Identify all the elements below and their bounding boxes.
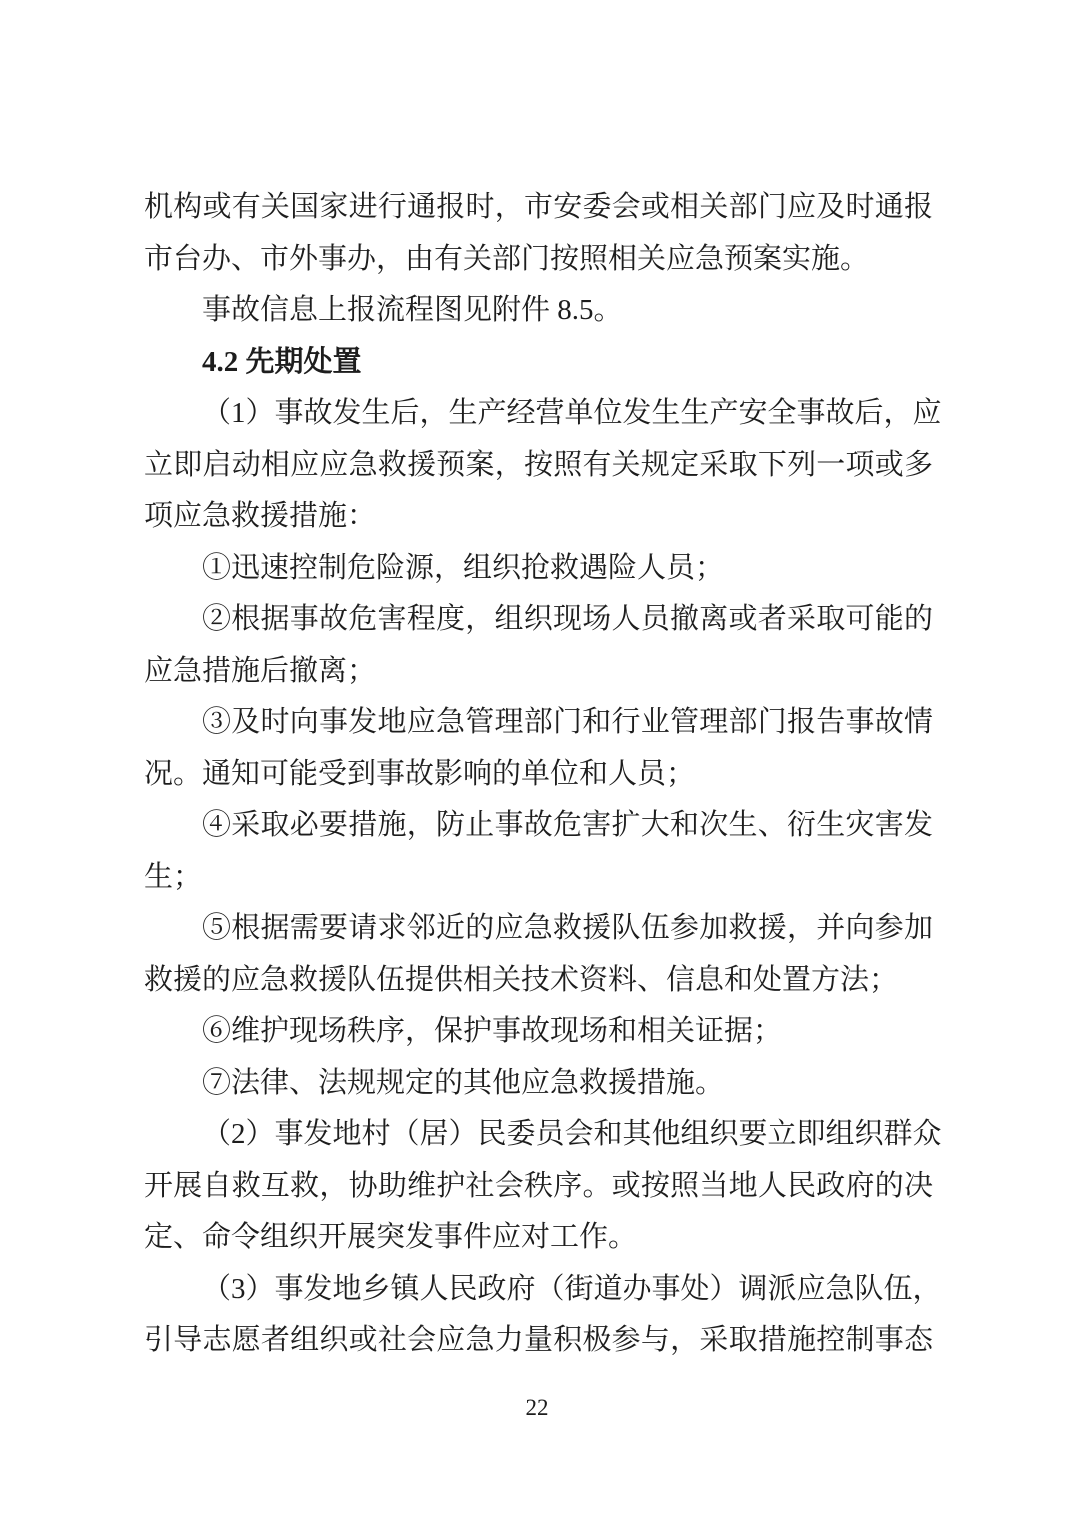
text-line: ⑥维护现场秩序，保护事故现场和相关证据； bbox=[202, 1015, 783, 1047]
text-line: ④采取必要措施，防止事故危害扩大和次生、衍生灾害发 bbox=[202, 809, 933, 841]
text-line: 定、命令组织开展突发事件应对工作。 bbox=[144, 1221, 638, 1253]
text-line: 生； bbox=[144, 860, 203, 893]
heading-4-2 bbox=[144, 337, 933, 389]
text-line: ①迅速控制危险源，组织抢救遇险人员； bbox=[202, 551, 725, 584]
text-line: 事故信息上报流程图见附件 8.5。 bbox=[202, 294, 623, 326]
para-item-3 bbox=[144, 1264, 942, 1367]
text-line: 应急措施后撤离； bbox=[144, 654, 377, 687]
para-bullet-7 bbox=[144, 1058, 933, 1110]
para-bullet-2 bbox=[144, 594, 933, 697]
para-item-2 bbox=[144, 1109, 942, 1264]
section-heading: 4.2 先期处置 bbox=[202, 345, 362, 378]
para-bullet-5 bbox=[144, 903, 933, 1006]
text-line: 机构或有关国家进行通报时，市安委会或相关部门应及时通报 bbox=[144, 191, 933, 223]
text-line: 引导志愿者组织或社会应急力量积极参与，采取措施控制事态 bbox=[144, 1324, 933, 1356]
text-line: 项应急救援措施： bbox=[144, 500, 377, 532]
text-line: ②根据事故危害程度，组织现场人员撤离或者采取可能的 bbox=[202, 603, 933, 635]
para-bullet-3 bbox=[144, 697, 933, 800]
text-line: （2）事发地村（居）民委员会和其他组织要立即组织群众 bbox=[202, 1118, 942, 1150]
text-line: 开展自救互救，协助维护社会秩序。或按照当地人民政府的决 bbox=[144, 1169, 933, 1202]
para-bullet-6 bbox=[144, 1006, 933, 1058]
para-notification-continuation bbox=[144, 182, 933, 285]
para-flowchart-reference bbox=[144, 285, 933, 337]
text-line: 立即启动相应应急救援预案，按照有关规定采取下列一项或多 bbox=[144, 448, 933, 481]
text-line: 市台办、市外事办，由有关部门按照相关应急预案实施。 bbox=[144, 242, 870, 275]
para-bullet-4 bbox=[144, 800, 933, 903]
text-line: ⑤根据需要请求邻近的应急救援队伍参加救援，并向参加 bbox=[202, 912, 933, 944]
para-bullet-1 bbox=[144, 543, 933, 595]
text-line: ③及时向事发地应急管理部门和行业管理部门报告事故情 bbox=[202, 706, 933, 738]
para-item-1 bbox=[144, 388, 942, 543]
text-line: ⑦法律、法规规定的其他应急救援措施。 bbox=[202, 1066, 725, 1099]
text-line: 救援的应急救援队伍提供相关技术资料、信息和处置方法； bbox=[144, 963, 899, 996]
text-line: （1）事故发生后，生产经营单位发生生产安全事故后，应 bbox=[202, 397, 942, 429]
document-body bbox=[144, 182, 942, 1367]
text-line: （3）事发地乡镇人民政府（街道办事处）调派应急队伍， bbox=[202, 1272, 942, 1305]
page-number: 22 bbox=[525, 1395, 549, 1420]
text-line: 况。通知可能受到事故影响的单位和人员； bbox=[144, 757, 696, 790]
